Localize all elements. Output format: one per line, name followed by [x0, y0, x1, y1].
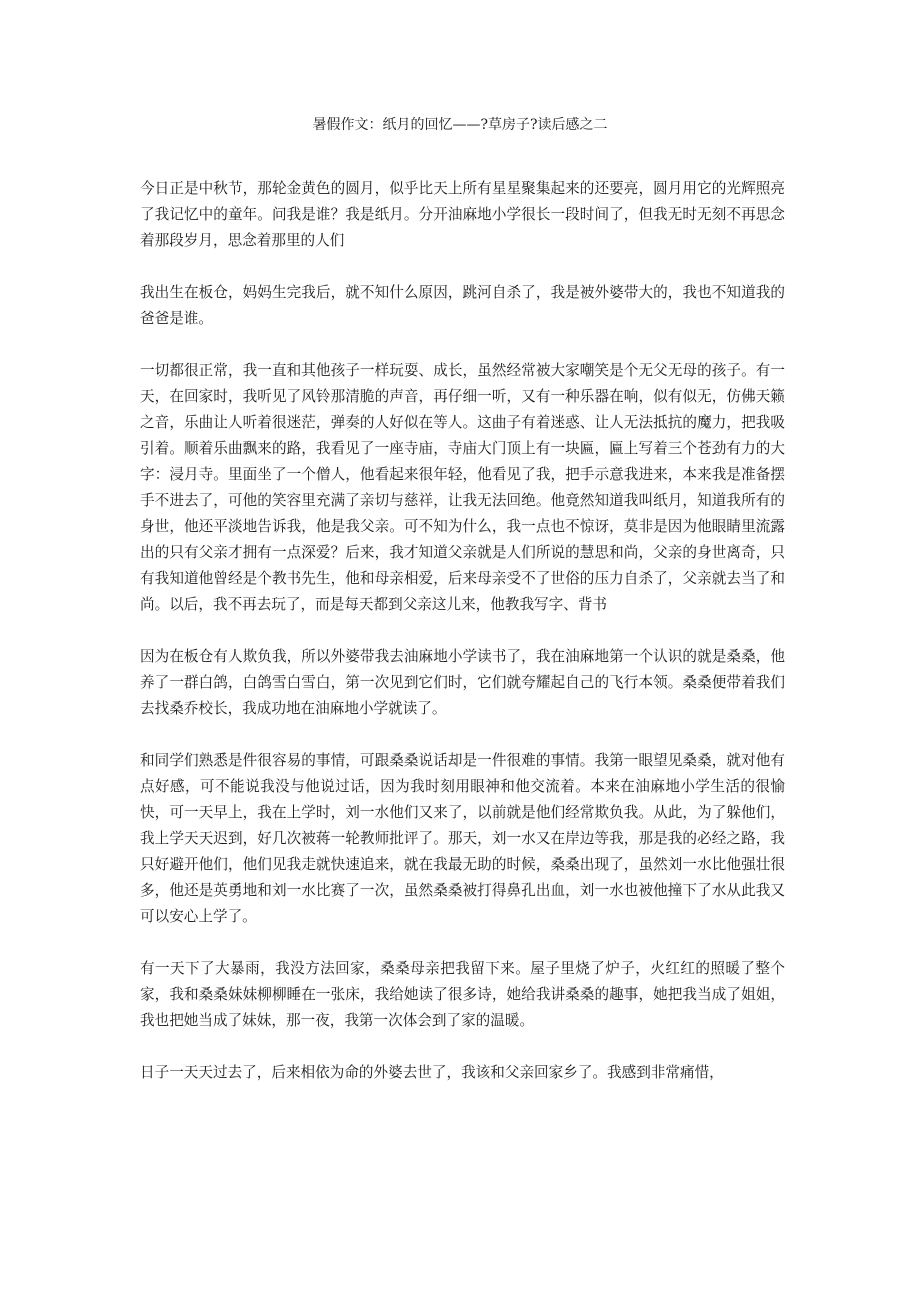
paragraph-grandmother-passing: 日子一天天过去了，后来相依为命的外婆去世了，我该和父亲回家乡了。我感到非常痛惜， [140, 1064, 724, 1081]
document-body [140, 176, 785, 1112]
document-title: 暑假作文：纸月的回忆——?草房子?读后感之二 [312, 117, 608, 133]
paragraph-meeting-sangsang: 因为在板仓有人欺负我，所以外婆带我去油麻地小学读书了，我在油麻地第一个认识的就是桑桑，他养了一群白鸽，白鸽雪白雪白，第一次见到它们时，它们就夸耀起自己的飞行本领。桑桑便带着我们去找桑乔校长，我成功地在油麻地小学就读了。 [140, 648, 785, 717]
paragraph-meeting-father: 一切都很正常，我一直和其他孩子一样玩耍、成长，虽然经常被大家嘲笑是个无父无母的孩子。有一天，在回家时，我听见了风铃那清脆的声音，再仔细一听，又有一种乐器在响，似有似无，仿佛天籁之音，乐曲让人听着很迷茫，弹奏的人好似在等人。这曲子有着迷惑、让人无法抵抗的魔力，把我吸引着。顺着乐曲飘来的路，我看见了一座寺庙，寺庙大门顶上有一块匾，匾上写着三个苍劲有力的大字：浸月寺。里面坐了一个僧人，他看起来很年轻，他看见了我，把手示意我进来，本来我是准备摆手不进去了，可他的笑容里充满了亲切与慈祥，让我无法回绝。他竟然知道我叫纸月，知道我所有的身世，他还平淡地告诉我，他是我父亲。可不知为什么，我一点也不惊讶，莫非是因为他眼睛里流露出的只有父亲才拥有一点深爱？后来，我才知道父亲就是人们所说的慧思和尚，父亲的身世离奇，只有我知道他曾经是个教书先生，他和母亲相爱，后来母亲受不了世俗的压力自杀了，父亲就去当了和尚。以后，我不再去玩了，而是每天都到父亲这儿来，他教我写字、背书 [140, 362, 785, 613]
paragraph-rainstorm-night: 有一天下了大暴雨，我没方法回家，桑桑母亲把我留下来。屋子里烧了炉子，火红红的照暖了整个家，我和桑桑妹妹柳柳睡在一张床，我给她读了很多诗，她给我讲桑桑的趣事，她把我当成了姐姐，我也把她当成了妹妹，那一夜，我第一次体会到了家的温暖。 [140, 960, 785, 1029]
paragraph-birth-in-bancang: 我出生在板仓，妈妈生完我后，就不知什么原因，跳河自杀了，我是被外婆带大的，我也不知道我的爸爸是谁。 [140, 284, 785, 327]
paragraph-mid-autumn-intro: 今日正是中秋节，那轮金黄色的圆月，似乎比天上所有星星聚集起来的还要亮，圆月用它的光辉照亮了我记忆中的童年。问我是谁？我是纸月。分开油麻地小学很长一段时间了，但我无时无刻不再思念着那段岁月，思念着那里的人们 [140, 180, 785, 249]
paragraph-school-life: 和同学们熟悉是件很容易的事情，可跟桑桑说话却是一件很难的事情。我第一眼望见桑桑，就对他有点好感，可不能说我没与他说过话，因为我时刻用眼神和他交流着。本来在油麻地小学生活的很愉快，可一天早上，我在上学时，刘一水他们又来了，以前就是他们经常欺负我。从此，为了躲他们，我上学天天迟到，好几次被蒋一轮教师批评了。那天，刘一水又在岸边等我，那是我的必经之路，我只好避开他们，他们见我走就快速追来，就在我最无助的时候，桑桑出现了，虽然刘一水比他强壮很多，他还是英勇地和刘一水比赛了一次，虽然桑桑被打得鼻孔出血，刘一水也被他撞下了水从此我又可以安心上学了。 [140, 752, 785, 925]
